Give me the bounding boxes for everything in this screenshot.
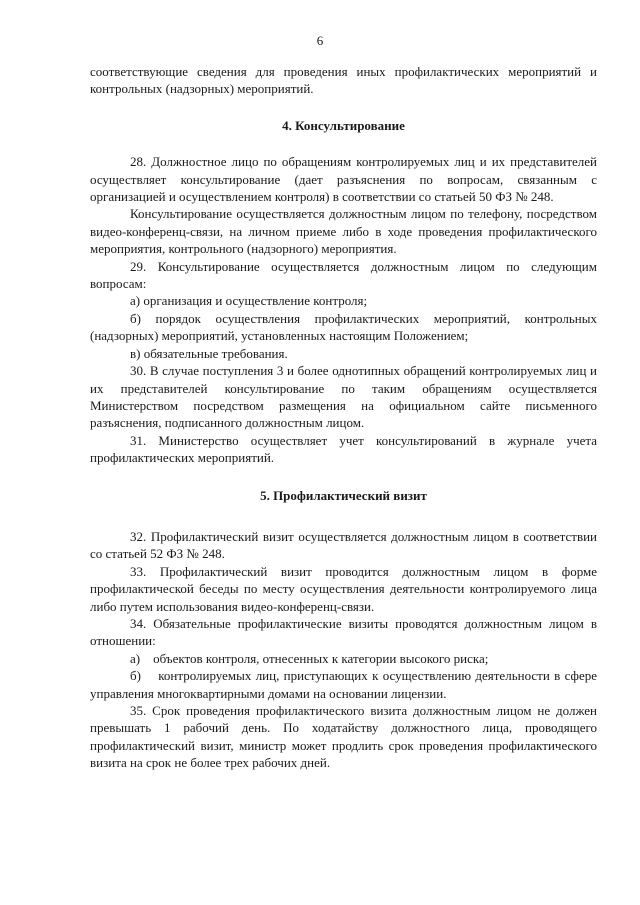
section-4-title: 4. Консультирование <box>282 117 405 133</box>
page-content <box>90 63 597 772</box>
list-item-29b: б) порядок осуществления профилактических мероприятий, контрольных (надзорных) мероприятий, установленных настоящим Положением; <box>90 310 597 344</box>
paragraph-34: 34. Обязательные профилактические визиты проводятся должностным лицом в отношении: <box>90 615 597 649</box>
list-item-29c: в) обязательные требования. <box>130 345 288 361</box>
paragraph-32: 32. Профилактический визит осуществляется должностным лицом в соответствии со статьей 52 ФЗ № 248. <box>90 528 597 562</box>
paragraph-29: 29. Консультирование осуществляется должностным лицом по следующим вопросам: <box>90 258 597 292</box>
paragraph-31: 31. Министерство осуществляет учет консультирований в журнале учета профилактических мероприятий. <box>90 432 597 466</box>
paragraph-35: 35. Срок проведения профилактического визита должностным лицом не должен превышать 1 рабочий день. По ходатайству должностного лица, проводящего профилактический визит, министр может продлить срок проведения профилактического визита на срок не более трех рабочих дней. <box>90 703 597 771</box>
paragraph-33: 33. Профилактический визит проводится должностным лицом в форме профилактической беседы по месту осуществления деятельности контролируемого лица либо путем использования видео-конференц-связи. <box>90 563 597 614</box>
paragraph-28: 28. Должностное лицо по обращениям контролируемых лиц и их представителей осуществляет консультирование (дает разъяснения по вопросам, связанным с организацией и осуществлением контроля) в соответствии со статьей 50 ФЗ № 248. <box>90 154 597 205</box>
intro-paragraph: соответствующие сведения для проведения иных профилактических мероприятий и контрольных (надзорных) мероприятий. <box>90 64 597 97</box>
list-item-34b: б) контролируемых лиц, приступающих к осуществлению деятельности в сфере управления многоквартирными домами на основании лицензии. <box>90 668 597 701</box>
page-number: 6 <box>316 33 324 48</box>
list-item-29a: а) организация и осуществление контроля; <box>130 293 368 309</box>
paragraph-28-cont: Консультирование осуществляется должностным лицом по телефону, посредством видео-конференц-связи, на личном приеме либо в ходе проведения профилактического мероприятия, контрольного (надзорного) мероприятия. <box>90 206 597 257</box>
list-item-34a: а) объектов контроля, отнесенных к категории высокого риска; <box>130 650 489 666</box>
paragraph-30: 30. В случае поступления 3 и более однотипных обращений контролируемых лиц и их представителей консультирование по таким обращениям осуществляется Министерством посредством размещения на официальном сайте письменного разъяснения, подписанного должностным лицом. <box>90 363 597 431</box>
section-5-title: 5. Профилактический визит <box>260 487 427 503</box>
